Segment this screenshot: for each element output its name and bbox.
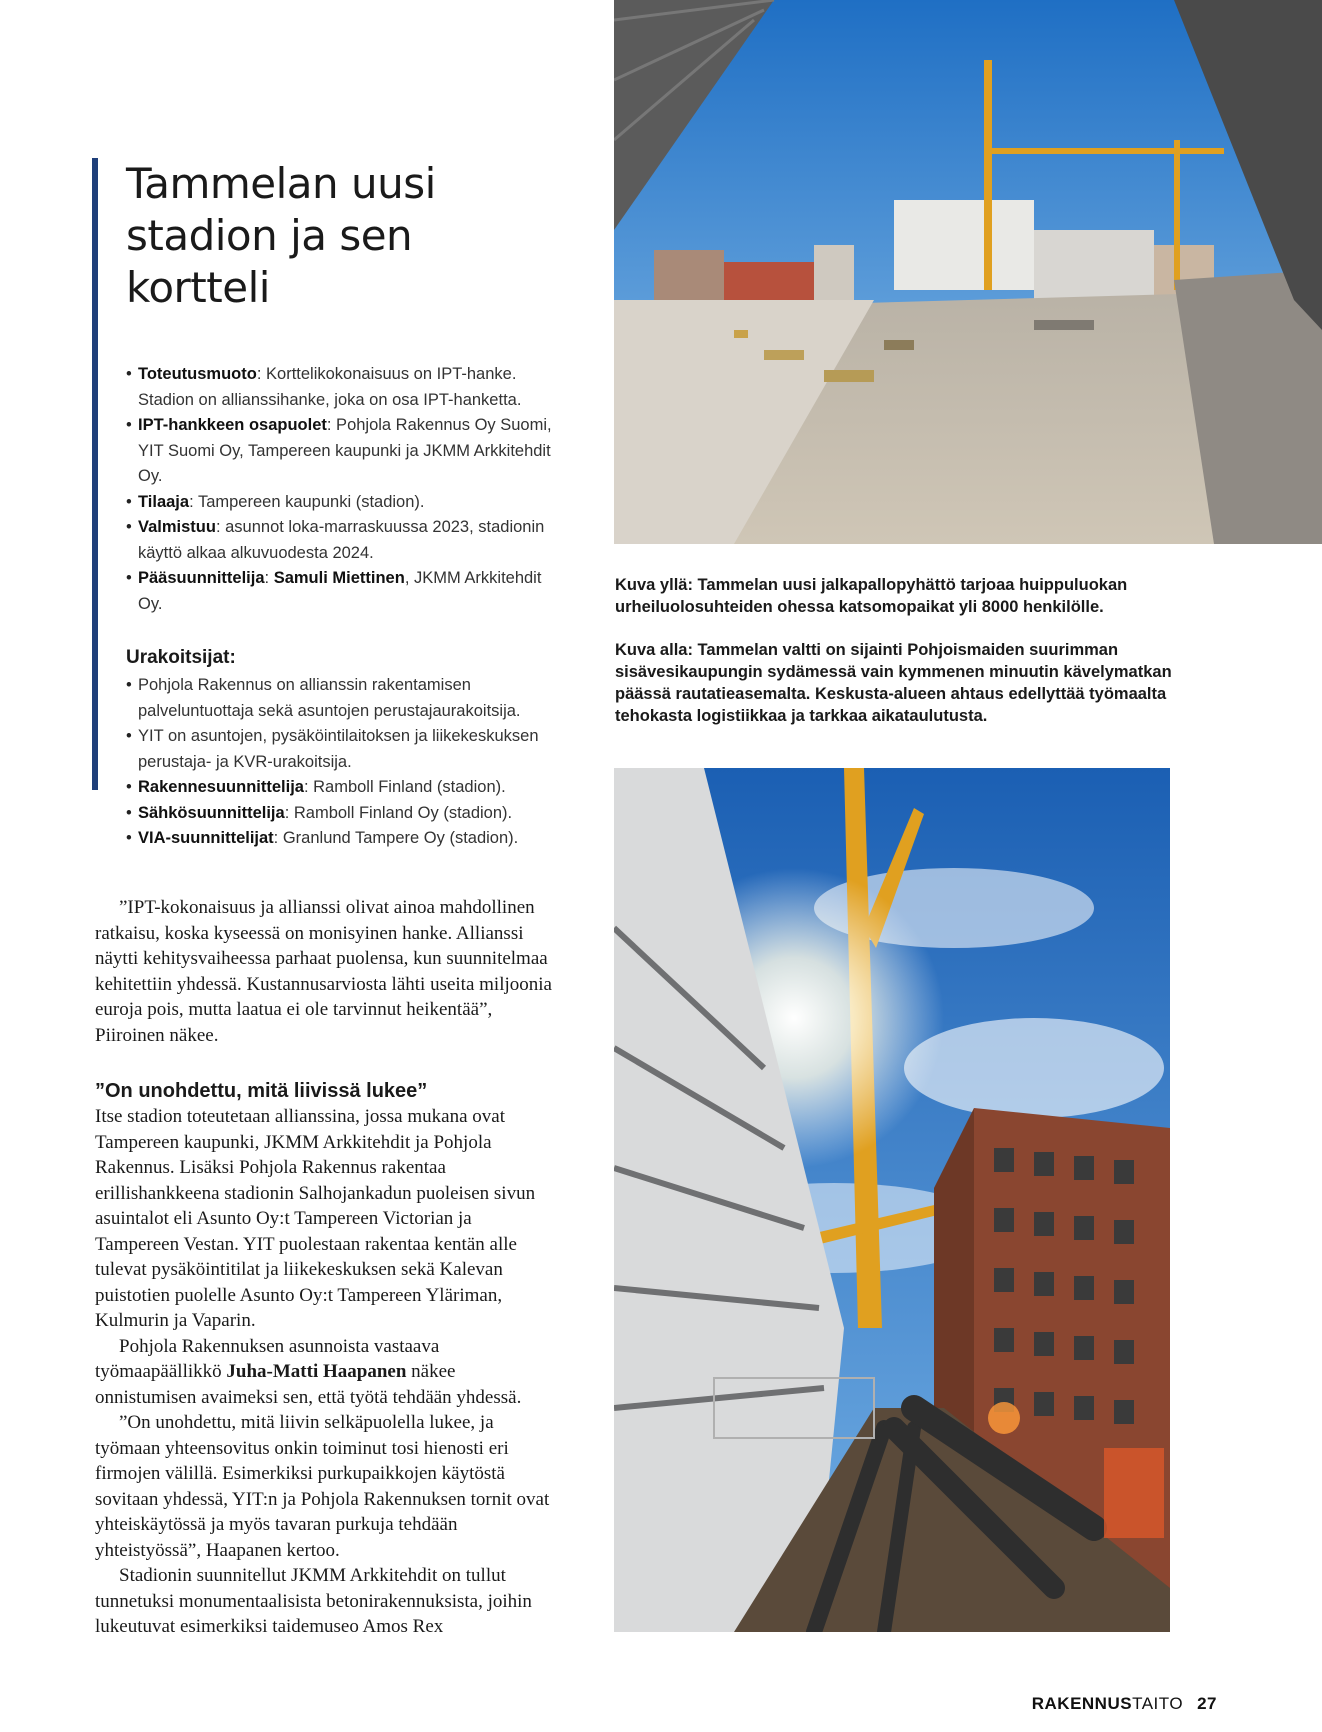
contractor-item: • YIT on asuntojen, pysäköintilaitoksen ja liikekeskuksen perustaja- ja KVR-urakoitsija. [126, 724, 562, 775]
contractor-item: • Sähkösuunnittelija: Ramboll Finland Oy (stadion). [126, 801, 562, 827]
fact-item: • IPT-hankkeen osapuolet: Pohjola Rakennus Oy Suomi, YIT Suomi Oy, Tampereen kaupunki ja JKMM Arkkitehdit Oy. [126, 413, 562, 490]
fact-item: • Toteutusmuoto: Korttelikokonaisuus on IPT-hanke. Stadion on allianssihanke, joka on osa IPT-hanketta. [126, 362, 562, 413]
page-footer [1032, 1694, 1217, 1714]
magazine-name-light: TAITO [1132, 1694, 1184, 1713]
contractor-item: • Pohjola Rakennus on allianssin rakentamisen palveluntuottaja sekä asuntojen perustajaurakoitsija. [126, 673, 562, 724]
fact-item: • Valmistuu: asunnot loka-marraskuussa 2023, stadionin käyttö alkaa alkuvuodesta 2024. [126, 515, 562, 566]
article-subheading: ”On unohdettu, mitä liivissä lukee” [95, 1080, 428, 1102]
stadium-construction-photo [614, 0, 1322, 544]
article-paragraph: Pohjola Rakennuksen asunnoista vastaava työmaapäällikkö Juha-Matti Haapanen näkee onnistumisen avaimeksi sen, että työtä tehdään yhdessä. [95, 1335, 522, 1408]
contractors-list [126, 673, 562, 852]
article-paragraph: Itse stadion toteutetaan allianssina, jossa mukana ovat Tampereen kaupunki, JKMM Arkkitehdit ja Pohjola Rakennus. Lisäksi Pohjola Rakennus rakentaa erillishankkeena stadionin Salhojankadun puoleisen sivun asuintalot eli Asunto Oy:t Tampereen Victorian ja Tampereen Vestan. YIT puolestaan rakentaa kentän alle tulevat pysäköintitilat ja liikekeskuksen sekä Kalevan puistotien puolelle Asunto Oy:t Tampereen Yläriman, Kulmurin ja Vaparin. [95, 1106, 536, 1331]
fact-item: • Pääsuunnittelija: Samuli Miettinen, JKMM Arkkitehdit Oy. [126, 566, 562, 617]
page-number: 27 [1197, 1694, 1217, 1713]
photo-captions [615, 574, 1205, 748]
fact-box-title: Tammelan uusi stadion ja sen kortteli [126, 159, 436, 312]
article-paragraph: ”IPT-kokonaisuus ja allianssi olivat ainoa mahdollinen ratkaisu, koska kyseessä on monisyinen hanke. Allianssi näytti kehitysvaiheessa parhaat puolensa, kun suunnitelmaa kehitettiin yhdessä. Kustannusarviosta lähti useita miljoonia euroja pois, mutta laatua ei ole tarvinnut heikentää”, Piiroinen näkee. [95, 897, 552, 1046]
project-facts-list [126, 362, 562, 617]
contractor-item: • VIA-suunnittelijat: Granlund Tampere Oy (stadion). [126, 826, 562, 852]
contractor-item: • Rakennesuunnittelija: Ramboll Finland (stadion). [126, 775, 562, 801]
fact-box [92, 158, 562, 847]
street-construction-photo [614, 768, 1170, 1632]
article-paragraph: Stadionin suunnitellut JKMM Arkkitehdit on tullut tunnetuksi monumentaalisista betonirakennuksista, joihin lukeutuvat esimerkiksi taidemuseo Amos Rex [95, 1565, 532, 1637]
article-paragraph: ”On unohdettu, mitä liivin selkäpuolella lukee, ja työmaan yhteensovitus onkin toiminut tosi hienosti eri firmojen välillä. Esimerkiksi purkupaikkojen käytöstä sovitaan yhdessä, YIT:n ja Pohjola Rakennuksen tornit ovat yhteiskäytössä ja myös tavaran purkuja tehdään yhteistyössä”, Haapanen kertoo. [95, 1412, 550, 1561]
caption-bottom: Kuva alla: Tammelan valtti on sijainti Pohjoismaiden suurimman sisävesikaupungin sydämessä vain kymmenen minuutin kävelymatkan päässä rautatieasemalta. Keskusta-alueen ahtaus edellyttää työmaalta tehokasta logistiikkaa ja tarkkaa aikataulutusta. [615, 641, 1172, 725]
caption-top: Kuva yllä: Tammelan uusi jalkapallopyhättö tarjoaa huippuluokan urheiluolosuhteiden ohessa katsomopaikat yli 8000 henkilölle. [615, 576, 1128, 616]
fact-item: • Tilaaja: Tampereen kaupunki (stadion). [126, 490, 562, 516]
article-body [95, 895, 555, 1640]
contractors-heading: Urakoitsijat: [126, 647, 236, 668]
magazine-name-bold: RAKENNUS [1031, 1694, 1133, 1713]
